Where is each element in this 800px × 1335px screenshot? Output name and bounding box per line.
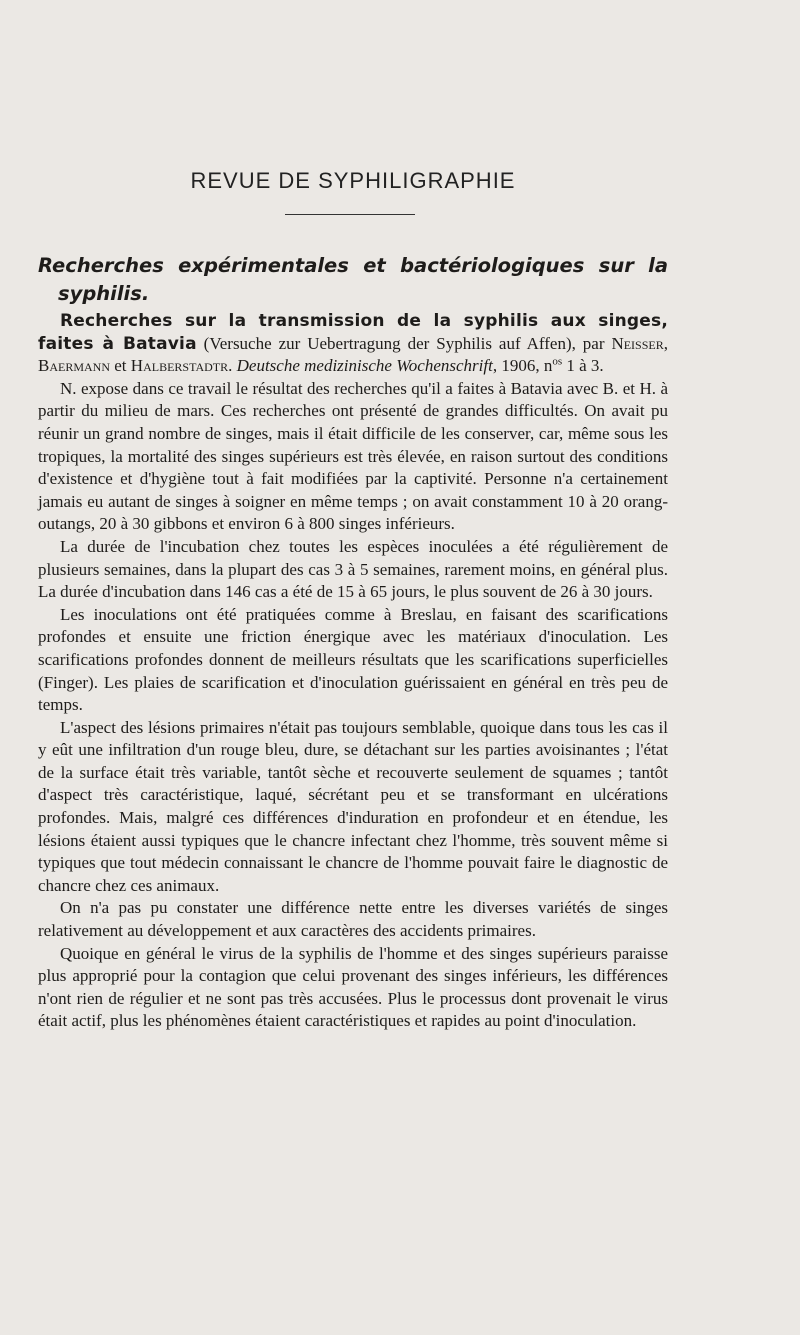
section-title: REVUE DE SYPHILIGRAPHIE [190, 168, 516, 193]
paragraph-6: Quoique en général le virus de la syphilis de l'homme et des singes supérieurs paraisse plus approprié pour la contagion que celui provenant des singes inférieurs, les différences n'ont rien de régulier et ne sont pas très accusées. Plus le processus dont provenait le virus était actif, plus les phénomènes étaient caractéristiques et rapides au point d'inoculation. [38, 943, 668, 1031]
author-1: Neisser [611, 333, 664, 353]
title-divider [285, 214, 415, 215]
article-issues: 1 à 3. [562, 356, 604, 376]
paragraph-1: N. expose dans ce travail le résultat des recherches qu'il a faites à Batavia avec B. et H. à partir du milieu de mars. Ces recherches ont présenté de grandes difficultés. On avait pu réunir un grand nombre de singes, mais il était difficile de les conserver, car, même sous les tropiques, la mortalité des singes supérieurs est très élevée, en raison surtout des conditions d'existence et d'hygiène tout à fait modifiées par la captivité. Personne n'a certainement jamais eu autant de singes à soigner en même temps ; on avait constamment 10 à 20 orang-outangs, 20 à 30 gibbons et environ 6 à 800 singes inférieurs. [38, 378, 668, 534]
article [38, 310, 668, 1033]
article-par: par [582, 333, 612, 353]
paragraph-5: On n'a pas pu constater une différence nette entre les diverses variétés de singes relativement au développement et aux caractères des accidents primaires. [38, 898, 668, 941]
article-title: Recherches sur la transmission de la syphilis aux singes, faites à Batavia [38, 311, 668, 354]
subsection-heading-line2: syphilis. [58, 282, 150, 305]
subsection-heading-line1: Recherches expérimentales et bactériologiques sur la [38, 254, 668, 277]
paragraph-2: La durée de l'incubation chez toutes les espèces inoculées a été régulièrement de plusieurs semaines, dans la plupart des cas 3 à 5 semaines, rarement moins, en général plus. La durée d'incubation dans 146 cas a été de 15 à 65 jours, le plus souvent de 26 à 30 jours. [38, 536, 668, 602]
author-sep-2: et [110, 356, 131, 376]
article-year: , 1906, n [492, 356, 553, 376]
article-german-title: (Versuche zur Uebertragung der Syphilis auf Affen), [196, 333, 583, 353]
article-reference [38, 310, 668, 378]
journal-name: Deutsche medizinische Wochenschrift [236, 356, 493, 376]
author-sep-1: , [663, 333, 668, 353]
author-2: Baermann [38, 356, 111, 376]
paragraph-3: Les inoculations ont été pratiquées comme à Breslau, en faisant des scarifications profondes et ensuite une friction énergique avec les matériaux d'inoculation. Les scarifications profondes donnent de meilleurs résultats que les scarifications superficielles (Finger). Les plaies de scarification et d'inoculation guérissaient en général en très peu de temps. [38, 604, 668, 715]
author-end: . [228, 356, 237, 376]
paragraph-4: L'aspect des lésions primaires n'était pas toujours semblable, quoique dans tous les cas il y eût une infiltration d'un rouge bleu, dure, se détachant sur les parties avoisinantes ; l'état de la surface était très variable, tantôt sèche et recouverte seulement de squames ; tantôt d'aspect très caractéristique, laqué, sécrétant peu et se transformant en ulcérations profondes. Mais, malgré ces différences d'induration en profondeur et en étendue, les lésions étaient aussi typiques que le chancre infectant chez l'homme, très souvent même si typiques que tout médecin connaissant le chancre de l'homme pouvait faire le diagnostic de chancre chez ces animaux. [38, 717, 668, 895]
issues-superscript: os [552, 355, 563, 368]
author-3: Halberstadtr [130, 356, 229, 376]
